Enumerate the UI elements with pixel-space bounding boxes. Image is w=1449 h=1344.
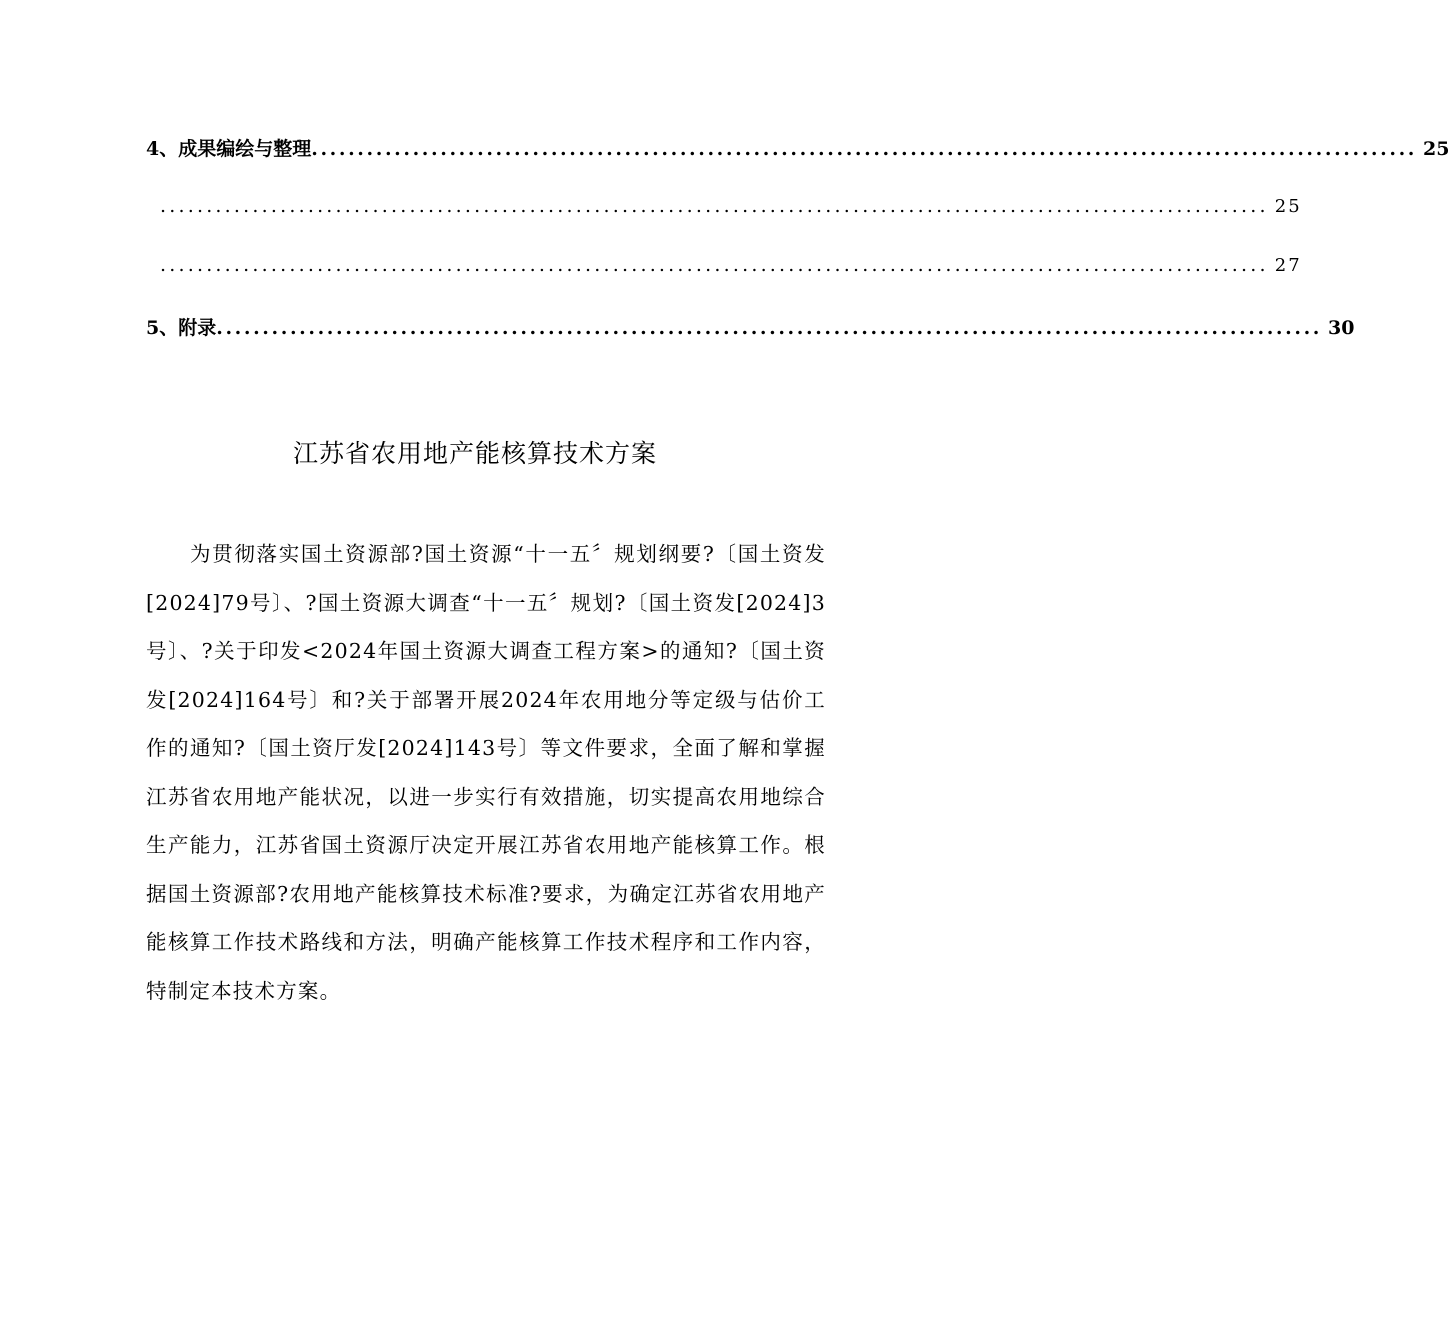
toc-entry-appendix[interactable]: [146, 313, 1355, 349]
toc-dot-leader: ........................................................................................................................: [216, 317, 1323, 339]
toc-dot-leader: ........................................................................................................................: [160, 254, 1269, 276]
toc-page-number: 27: [1274, 255, 1302, 276]
toc-page-number: 30: [1328, 317, 1355, 339]
document-title: 江苏省农用地产能核算技术方案: [292, 439, 657, 468]
toc-page-number: 25: [1423, 138, 1449, 160]
toc-entry-label: 4、成果编绘与整理: [146, 138, 312, 160]
toc-entry-sub-2[interactable]: [146, 254, 1302, 290]
toc-dot-leader: ........................................................................................................................: [160, 195, 1269, 217]
toc-entry-results-compilation[interactable]: [146, 134, 1449, 170]
toc-page-number: 25: [1274, 196, 1302, 217]
body-paragraph: 为贯彻落实国土资源部?国土资源“十一五〞规划纲要?〔国土资发[2024]79号〕、?国土资源大调查“十一五〞规划?〔国土资发[2024]3号〕、?关于印发<2024年国土资源大调查工程方案>的通知?〔国土资发[2024]164号〕和?关于部署开展2024年农用地分等定级与估价工作的通知?〔国土资厅发[2024]143号〕等文件要求，全面了解和掌握江苏省农用地产能状况，以进一步实行有效措施，切实提高农用地综合生产能力，江苏省国土资源厅决定开展江苏省农用地产能核算工作。根据国土资源部?农用地产能核算技术标准?要求，为确定江苏省农用地产能核算工作技术路线和方法，明确产能核算工作技术程序和工作内容，特制定本技术方案。: [146, 542, 826, 1003]
toc-entry-sub-1[interactable]: [146, 195, 1302, 231]
toc-entry-label: 5、附录: [146, 317, 217, 339]
table-of-contents: [146, 134, 1449, 349]
toc-dot-leader: ........................................................................................................................: [311, 138, 1418, 160]
